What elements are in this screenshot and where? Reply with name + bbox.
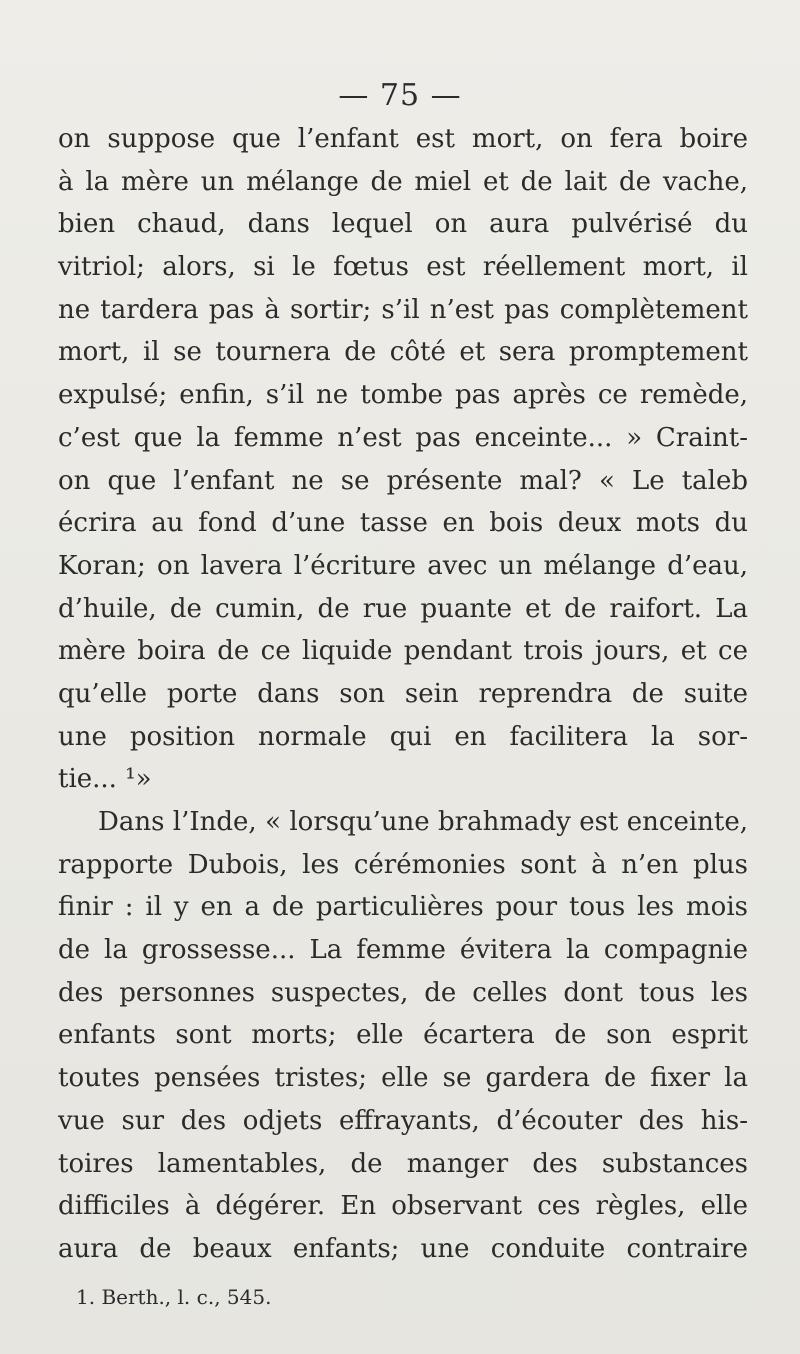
text-line: d’huile, de cumin, de rue puante et de raifort. La [58, 593, 748, 624]
text-line: mort, il se tournera de côté et sera promptement [58, 337, 748, 368]
text-line: enfants sont morts; elle écartera de son esprit [58, 1020, 748, 1051]
text-line: une position normale qui en facilitera la sor- [58, 721, 748, 752]
page-number: — 75 — [338, 78, 462, 113]
paragraph-start-line: Dans l’Inde, « lorsqu’une brahmady est enceinte, [98, 807, 748, 837]
text-line: c’est que la femme n’est pas enceinte... » Craint- [58, 422, 748, 453]
text-line: rapporte Dubois, les cérémonies sont à n’en plus [58, 849, 748, 880]
text-line: toires lamentables, de manger des substances [58, 1148, 748, 1179]
text-line: difficiles à dégérer. En observant ces règles, elle [58, 1191, 748, 1222]
text-line: on suppose que l’enfant est mort, on fera boire [58, 124, 748, 154]
text-line: qu’elle porte dans son sein reprendra de suite [58, 678, 748, 709]
text-line: vitriol; alors, si le fœtus est réellement mort, il [58, 252, 748, 283]
text-line: tie... ¹» [58, 764, 152, 795]
text-line: aura de beaux enfants; une conduite contraire [58, 1233, 748, 1264]
footnote: 1. Berth., l. c., 545. [76, 1285, 272, 1309]
text-line: de la grossesse... La femme évitera la compagnie [58, 935, 748, 966]
text-line: écrira au fond d’une tasse en bois deux mots du [58, 508, 748, 539]
text-line: finir : il y en a de particulières pour tous les mois [58, 892, 748, 923]
text-line: Koran; on lavera l’écriture avec un mélange d’eau, [58, 550, 748, 581]
text-line: on que l’enfant ne se présente mal? « Le taleb [58, 465, 748, 496]
text-line: des personnes suspectes, de celles dont tous les [58, 977, 748, 1008]
text-line: vue sur des odjets effrayants, d’écouter des his- [58, 1105, 748, 1136]
text-line: expulsé; enfin, s’il ne tombe pas après ce remède, [58, 380, 748, 411]
text-line: bien chaud, dans lequel on aura pulvérisé du [58, 209, 748, 240]
text-line: mère boira de ce liquide pendant trois jours, et ce [58, 636, 748, 667]
text-line: à la mère un mélange de miel et de lait de vache, [58, 166, 748, 197]
text-line: ne tardera pas à sortir; s’il n’est pas complètement [58, 294, 748, 325]
text-line: toutes pensées tristes; elle se gardera de fixer la [58, 1063, 748, 1094]
main-text [58, 118, 748, 1271]
